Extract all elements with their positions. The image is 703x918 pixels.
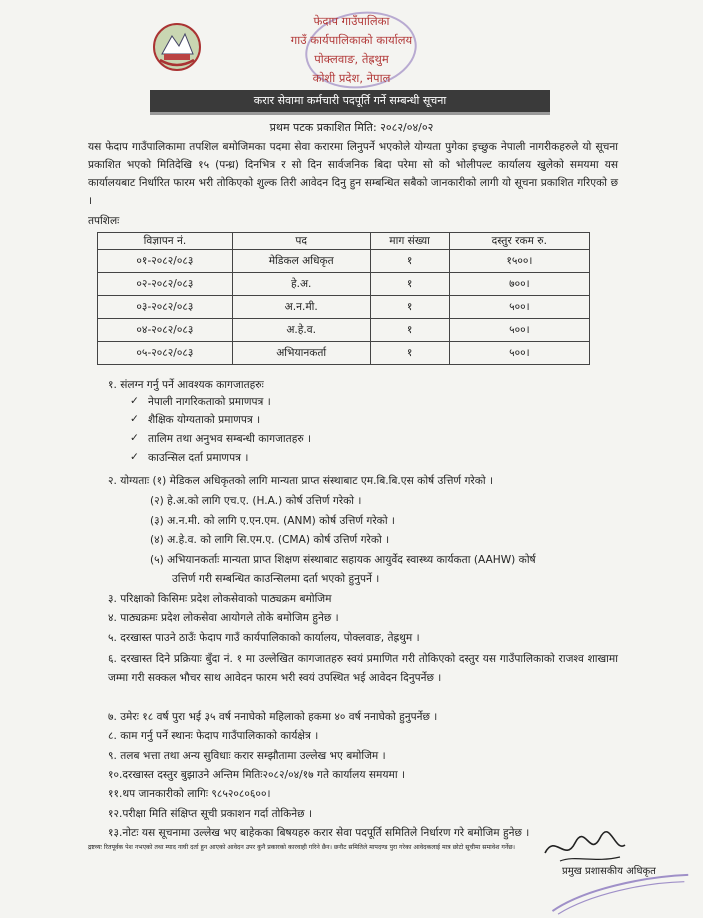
vacancy-table (97, 232, 590, 365)
table-row (98, 273, 590, 296)
table-cell: ५००। (449, 296, 589, 319)
header-cell: दस्तुर रकम रु. (449, 233, 589, 250)
item-4: ४. पाठ्यक्रमः प्रदेश लोकसेवा आयोगले तोके बमोजिम हुनेछ । (108, 612, 339, 624)
table-cell: ५००। (449, 319, 589, 342)
check-icon: ✓ (130, 451, 139, 463)
municipality-name: फेदाप गाउँपालिका (313, 14, 390, 28)
table-cell: १ (370, 273, 449, 296)
table-cell: १ (370, 296, 449, 319)
table-cell: अ.न.मी. (232, 296, 370, 319)
table-cell: ०२-२०८२/०८३ (98, 273, 233, 296)
table-label: तपशिलः (88, 215, 120, 227)
qualification-item: (२) हे.अ.को लागि एच.ए. (H.A.) कोर्ष उत्तिर्ण गरेको । (150, 495, 362, 507)
table-cell: ७००। (449, 273, 589, 296)
qualification-item: (४) अ.हे.व. को लागि सि.एम.ए. (CMA) कोर्ष उत्तिर्ण गरेको । (150, 534, 390, 546)
header-cell: माग संख्या (370, 233, 449, 250)
table-row (98, 342, 590, 365)
table-row (98, 250, 590, 273)
item-2: २. योग्यताः (१) मेडिकल अधिकृतको लागि मान्यता प्राप्त संस्थाबाट एम.बि.बि.एस कोर्ष उत्तिर्ण गरेको । (108, 475, 494, 487)
check-icon: ✓ (130, 413, 139, 425)
item-1: १. संलग्न गर्नु पर्ने आवश्यक कागजातहरुः (108, 379, 264, 391)
item-13: १३.नोटः यस सूचनामा उल्लेख भए बाहेकका बिषयहरु करार सेवा पदपूर्ति समितिले निर्धारण गरे बमोजिम हुनेछ । (108, 827, 530, 839)
table-cell: हे.अ. (232, 273, 370, 296)
office-location: पोक्लवाङ, तेह्रथुम (314, 52, 389, 66)
item-9: ९. तलब भत्ता तथा अन्य सुविधाः करार सम्झौतामा उल्लेख भए बमोजिम । (108, 750, 386, 762)
document-item: शैक्षिक योग्यताको प्रमाणपत्र । (148, 414, 261, 426)
check-icon: ✓ (130, 432, 139, 444)
document-item: काउन्सिल दर्ता प्रमाणपत्र । (148, 452, 249, 464)
table-row (98, 296, 590, 319)
header-cell: विज्ञापन नं. (98, 233, 233, 250)
province-name: कोशी प्रदेश, नेपाल (312, 71, 391, 85)
item-8: ८. काम गर्नु पर्ने स्थानः फेदाप गाउँपालिकाको कार्यक्षेत्र । (108, 730, 319, 742)
table-cell: ०१-२०८२/०८३ (98, 250, 233, 273)
table-cell: १५००। (449, 250, 589, 273)
office-name: गाउँ कार्यपालिकाको कार्यालय (290, 33, 413, 47)
item-10: १०.दरखास्त दस्तुर बुझाउने अन्तिम मितिः२०८२/०४/१७ गते कार्यालय समयमा । (108, 769, 405, 781)
table-cell: १ (370, 319, 449, 342)
signatory-title: प्रमुख प्रशासकीय अधिकृत (562, 866, 656, 877)
table-cell: ०५-२०८२/०८३ (98, 342, 233, 365)
published-date: प्रथम पटक प्रकाशित मिति: २०८२/०४/०२ (269, 121, 434, 134)
table-row (98, 319, 590, 342)
table-cell: अभियानकर्ता (232, 342, 370, 365)
table-cell: अ.हे.व. (232, 319, 370, 342)
table-cell: १ (370, 342, 449, 365)
intro-paragraph: यस फेदाप गाउँपालिकामा तपशिल बमोजिमका पदमा सेवा करारमा लिनुपर्ने भएकोले योग्यता पुगेका इच्छुक नेपाली नागरीकहरुले यो सूचना प्रकाशित भएको मितिदेखि १५ (पन्ध्र) दिनभित्र र सो दिन सार्वजनिक बिदा परेमा सो को भोलीपल्ट कार्यालय खुलेको समयमा यस कार्यालयबाट निर्धारित फारम भरी तोकिएको शुल्क तिरी आवेदन दिनु हुन सम्बन्धित सबैको जानकारीको लागी यो सूचना प्रकाशित गरिएको छ । (88, 141, 618, 207)
header-cell: पद (232, 233, 370, 250)
table-cell: ०३-२०८२/०८३ (98, 296, 233, 319)
signature-icon (540, 823, 630, 868)
table-cell: १ (370, 250, 449, 273)
item-7: ७. उमेरः १८ वर्ष पुरा भई ३५ वर्ष ननाघेको महिलाको हकमा ४० वर्ष ननाघेको हुनुपर्नेछ । (108, 711, 438, 723)
document-item: तालिम तथा अनुभव सम्बन्धी कागजातहरु । (148, 433, 312, 445)
qualification-item: उत्तिर्ण गरी सम्बन्धित काउन्सिलमा दर्ता भएको हुनुपर्ने । (172, 573, 380, 585)
qualification-item: (५) अभियानकर्ताः मान्यता प्राप्त शिक्षण संस्थाबाट सहायक आयुर्वेद स्वास्थ्य कार्यकता (AAHW) कोर्ष (150, 554, 536, 566)
item-3: ३. परिक्षाको किसिमः प्रदेश लोकसेवाको पाठ्यक्रम बमोजिम (108, 593, 332, 605)
item-5: ५. दरखास्त पाउने ठाउँः फेदाप गाउँ कार्यपालिकाको कार्यालय, पोक्लवाङ, तेह्रथुम । (108, 632, 420, 644)
item-6: ६. दरखास्त दिने प्रक्रियाः बुँदा नं. १ मा उल्लेखित कागजातहरु स्वयं प्रमाणित गरी तोकिएको दस्तुर यस गाउँपालिकाको राजश्व शाखामा जम्मा गरी सक्कल भौचर साथ आवेदन फारम भरी स्वयं उपस्थित भई आवेदन दिनुपर्नेछ । (108, 653, 618, 684)
qualification-item: (३) अ.न.मी. को लागि ए.एन.एम. (ANM) कोर्ष उत्तिर्ण गरेको । (150, 515, 395, 527)
table-header-row (98, 233, 590, 250)
footnote: द्रष्टव्यः रितपूर्वक पेश नभएको तथा म्याद नाघी दर्ता हुन आएको आवेदन उपर कुनै प्रकारको कारवाही गरिने छैन। छनौट समितिले मापदण्ड पुरा गरेका आवेदकलाई मात्र छोटो सूचीमा समावेश गर्नेछ। (88, 844, 515, 851)
item-11: ११.थप जानकारीको लागिः ९८५२०८०६००। (108, 788, 271, 800)
table-cell: मेडिकल अधिकृत (232, 250, 370, 273)
table-cell: ५००। (449, 342, 589, 365)
check-icon: ✓ (130, 395, 139, 407)
notice-title: करार सेवामा कर्मचारी पदपूर्ति गर्ने सम्बन्धी सूचना (253, 94, 447, 107)
table-cell: ०४-२०८२/०८३ (98, 319, 233, 342)
document-item: नेपाली नागरिकताको प्रमाणपत्र । (148, 396, 271, 408)
item-12: १२.परीक्षा मिति संक्षिप्त सूची प्रकाशन गर्दा तोकिनेछ । (108, 808, 312, 820)
